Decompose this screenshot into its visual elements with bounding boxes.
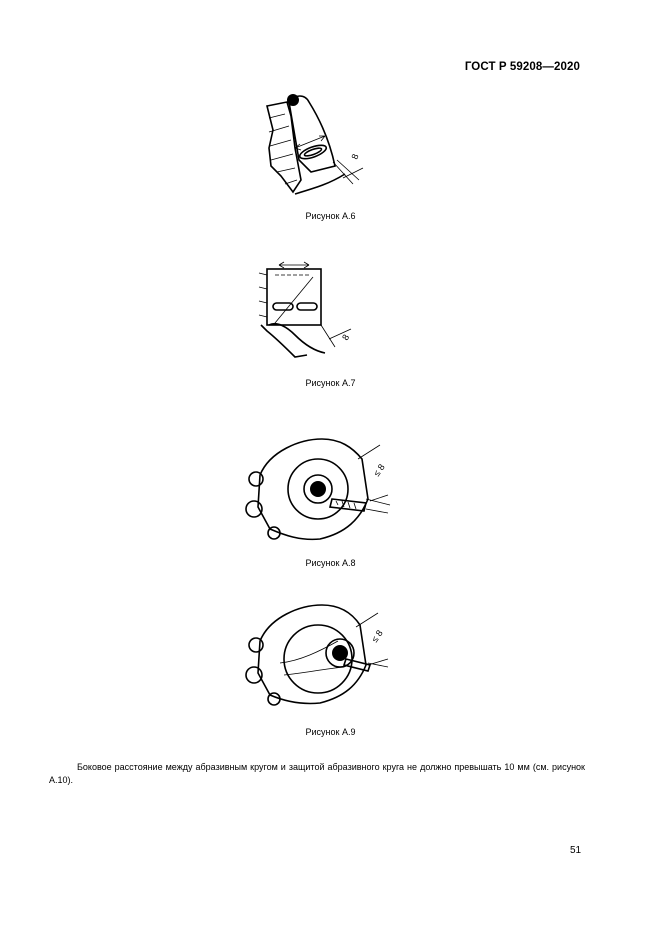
figure-a9-caption: Рисунок А.9 xyxy=(305,727,356,737)
figure-a6-dimension: 8 xyxy=(349,152,361,161)
figure-a7-drawing xyxy=(255,255,365,365)
document-header: ГОСТ Р 59208—2020 xyxy=(464,61,580,73)
figure-a6-caption: Рисунок А.6 xyxy=(305,211,356,221)
page-number: 51 xyxy=(570,845,582,856)
figure-a7-caption: Рисунок А.7 xyxy=(305,378,356,388)
figure-a9-dimension: ≤ 8 xyxy=(369,628,385,645)
figure-a8-caption: Рисунок А.8 xyxy=(305,558,356,568)
figure-a7-dimension: 8 xyxy=(340,332,352,342)
figure-a8-drawing xyxy=(240,435,400,550)
figure-a8-dimension: ≤ 8 xyxy=(371,462,387,479)
figure-a9-drawing xyxy=(240,603,400,718)
figure-a6-drawing xyxy=(255,88,375,203)
body-paragraph: Боковое расстояние между абразивным кругом и защитой абразивного круга не должно превышать 10 мм (см. рисунок А.10). xyxy=(49,762,585,785)
